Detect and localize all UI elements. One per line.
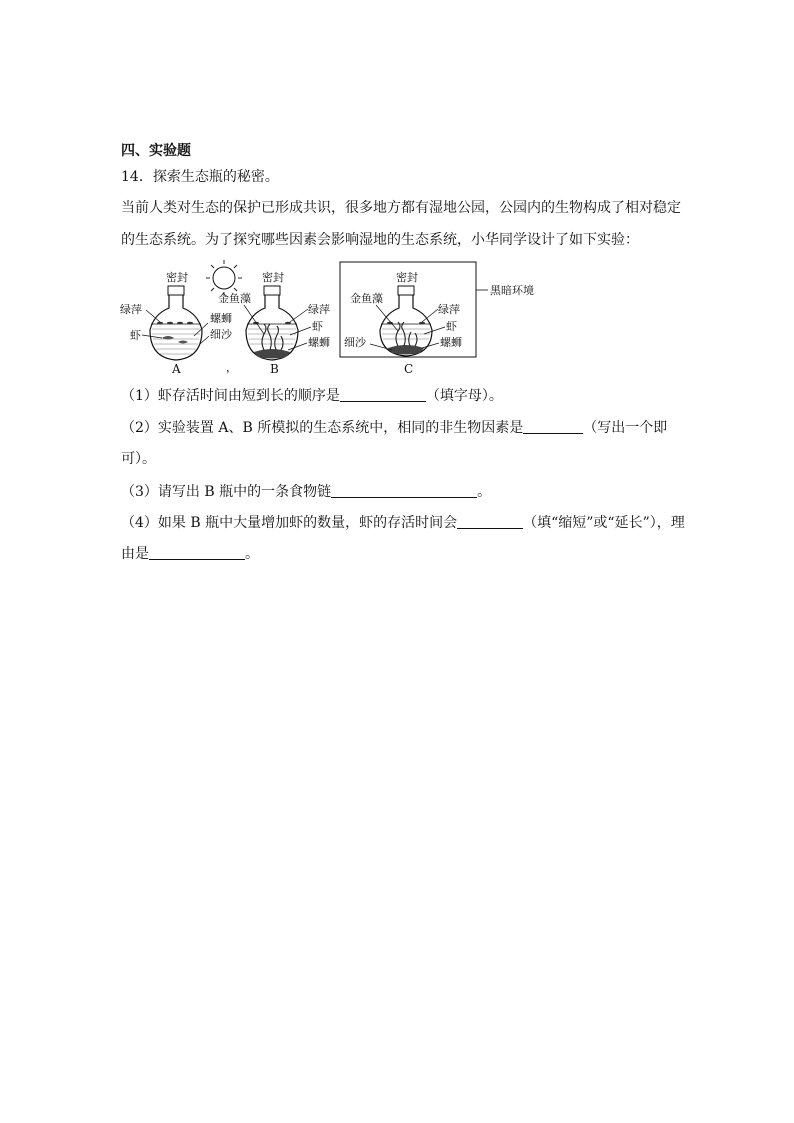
q4-answer-blank-2[interactable] (149, 545, 245, 560)
flask-c (344, 270, 462, 376)
q4-end: 。 (245, 546, 259, 562)
stopper-a (168, 286, 184, 295)
separator-mark: ， (226, 361, 237, 374)
sun-icon (206, 260, 242, 296)
label-snail-a: 螺蛳 (210, 312, 232, 325)
q3-answer-blank[interactable] (331, 483, 477, 498)
q3-text: （3）请写出 B 瓶中的一条食物链 (121, 484, 332, 500)
label-seal-c: 密封 (396, 271, 418, 284)
letter-b: B (270, 362, 279, 376)
water-hatch-a (152, 329, 200, 354)
intro-line-2: 的生态系统。为了探究哪些因素会影响湿地的生态系统，小华同学设计了如下实验： (121, 232, 639, 248)
sand-c (388, 345, 424, 355)
question-2 (121, 417, 667, 437)
question-4 (121, 512, 685, 532)
q1-hint: （填字母）。 (425, 388, 503, 404)
stopper-b (264, 286, 280, 295)
stopper-c (398, 286, 414, 295)
label-sand-c: 细沙 (344, 336, 366, 349)
q2-text: （2）实验装置 A、B 所模拟的生态系统中，相同的非生物因素是 (121, 420, 524, 436)
label-duckweed-b: 绿萍 (308, 303, 330, 316)
label-seal-a: 密封 (166, 271, 188, 284)
flask-a (120, 270, 202, 376)
label-shrimp-b: 虾 (312, 320, 323, 333)
intro-line-1: 当前人类对生态的保护已形成共识，很多地方都有湿地公园，公园内的生物构成了相对稳定 (121, 200, 681, 216)
section-title: 四、实验题 (121, 143, 191, 159)
q4-text: （4）如果 B 瓶中大量增加虾的数量，虾的存活时间会 (121, 515, 458, 531)
question-1 (121, 385, 503, 405)
water-hatch-b (248, 329, 296, 344)
label-duckweed-c: 绿萍 (438, 303, 460, 316)
sand-b (254, 349, 290, 359)
experiment-figure (118, 258, 558, 376)
label-duckweed-a: 绿萍 (120, 303, 142, 316)
question-3 (121, 481, 491, 501)
letter-a: A (172, 362, 181, 376)
q4-hint: （填“缩短”或“延长”），理 (523, 515, 685, 531)
goldfish-weed-b (262, 324, 283, 350)
label-shrimp-a: 虾 (130, 329, 141, 342)
flask-b (194, 270, 330, 376)
bottle-a (150, 295, 202, 360)
letter-c: C (404, 362, 414, 376)
label-dark-environment: 黑暗环境 (490, 284, 534, 297)
label-shrimp-c: 虾 (446, 320, 457, 333)
q3-end: 。 (477, 484, 492, 500)
label-seal-b: 密封 (262, 271, 284, 284)
label-goldfish-weed-b: 金鱼藻 (218, 292, 251, 305)
q2-answer-blank[interactable] (523, 419, 583, 434)
water-hatch-c (382, 329, 430, 339)
question-4-continuation (121, 543, 259, 563)
label-goldfish-weed-c: 金鱼藻 (350, 292, 383, 305)
label-snail-c: 螺蛳 (440, 336, 462, 349)
q2-continuation: 可）。 (121, 451, 156, 467)
q4-answer-blank-1[interactable] (457, 514, 523, 529)
q2-hint: （写出一个即 (583, 420, 668, 436)
q4-cont: 由是 (121, 546, 149, 562)
q1-text: （1）虾存活时间由短到长的顺序是 (121, 388, 340, 404)
label-sand-a: 细沙 (210, 328, 232, 341)
question-title: 14．探索生态瓶的秘密。 (121, 169, 279, 185)
q1-answer-blank[interactable] (340, 387, 426, 402)
label-snail-b: 螺蛳 (308, 336, 330, 349)
